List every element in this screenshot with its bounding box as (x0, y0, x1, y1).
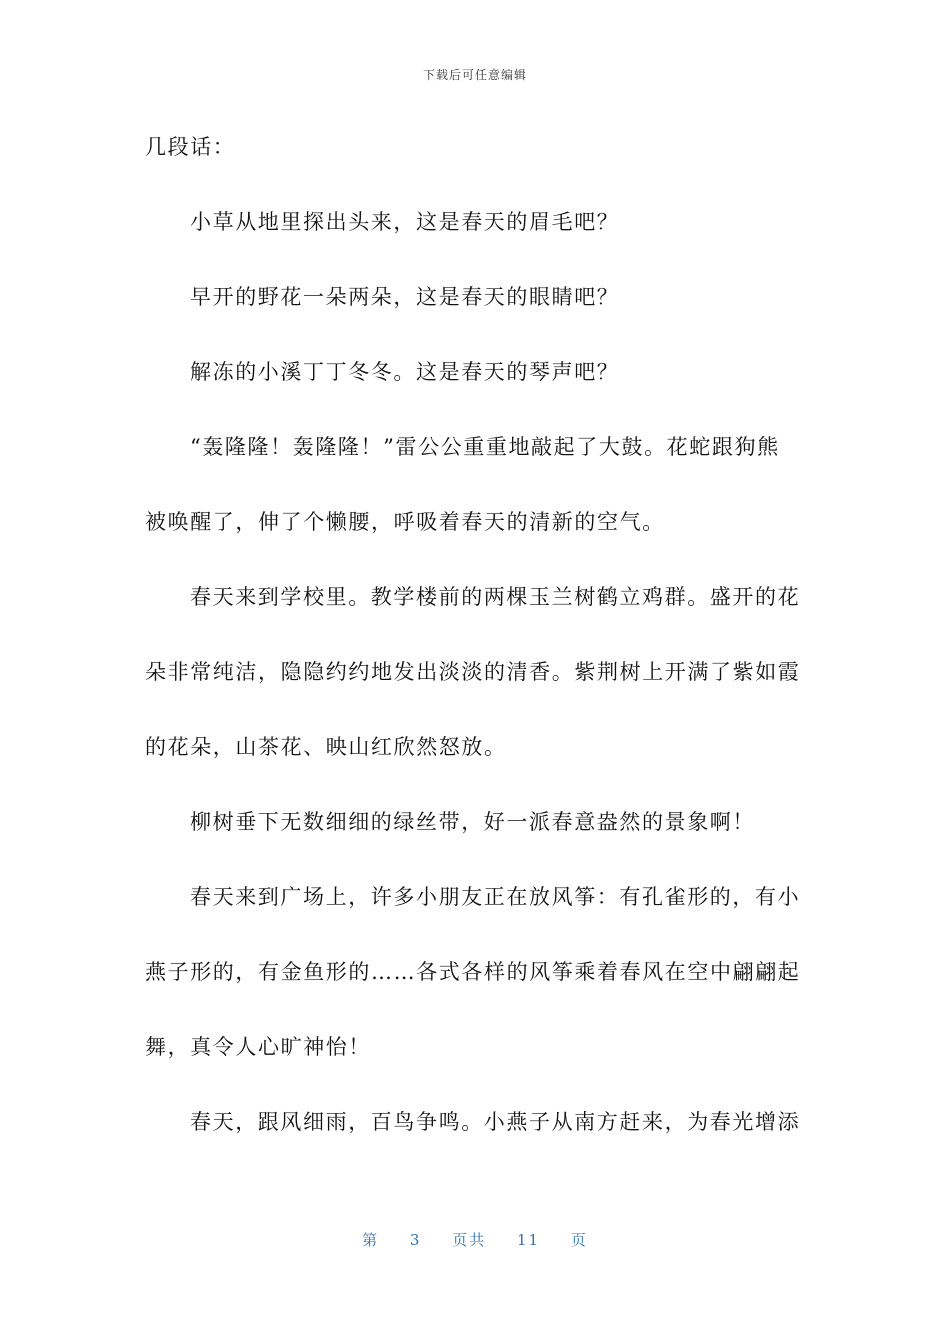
text-line: 的花朵，山茶花、映山红欣然怒放。 (145, 735, 507, 759)
footer-total-pages: 11 (517, 1231, 541, 1249)
text-line: 柳树垂下无数细细的绿丝带，好一派春意盎然的景象啊！ (190, 810, 755, 834)
page-header (0, 66, 950, 83)
text-line: 舞，真令人心旷神怡！ (145, 1035, 371, 1059)
page-footer (0, 1229, 950, 1250)
text-line: 春天，跟风细雨，百鸟争鸣。小燕子从南方赶来，为春光增添 (190, 1110, 801, 1134)
text-line: 春天来到学校里。教学楼前的两棵玉兰树鹤立鸡群。盛开的花 (190, 585, 801, 609)
text-line: 早开的野花一朵两朵，这是春天的眼睛吧？ (190, 285, 620, 309)
text-line: 小草从地里探出头来，这是春天的眉毛吧？ (190, 210, 620, 234)
header-text: 下载后可任意编辑 (422, 68, 527, 82)
text-line: “轰隆隆！轰隆隆！”雷公公重重地敲起了大鼓。花蛇跟狗熊 (190, 435, 780, 459)
footer-prefix: 第 (362, 1231, 380, 1249)
text-line: 被唤醒了，伸了个懒腰，呼吸着春天的清新的空气。 (145, 510, 665, 534)
text-line: 燕子形的，有金鱼形的……各式各样的风筝乘着春风在空中翩翩起 (145, 960, 801, 984)
text-line: 几段话： (145, 135, 236, 159)
text-line: 春天来到广场上，许多小朋友正在放风筝：有孔雀形的，有小 (190, 885, 801, 909)
document-body (145, 124, 801, 1174)
footer-middle: 页共 (452, 1231, 487, 1249)
text-line: 朵非常纯洁，隐隐约约地发出淡淡的清香。紫荆树上开满了紫如霞 (145, 660, 801, 684)
footer-page-number: 3 (409, 1231, 422, 1249)
text-line: 解冻的小溪丁丁冬冬。这是春天的琴声吧？ (190, 360, 620, 384)
footer-suffix: 页 (570, 1231, 588, 1249)
